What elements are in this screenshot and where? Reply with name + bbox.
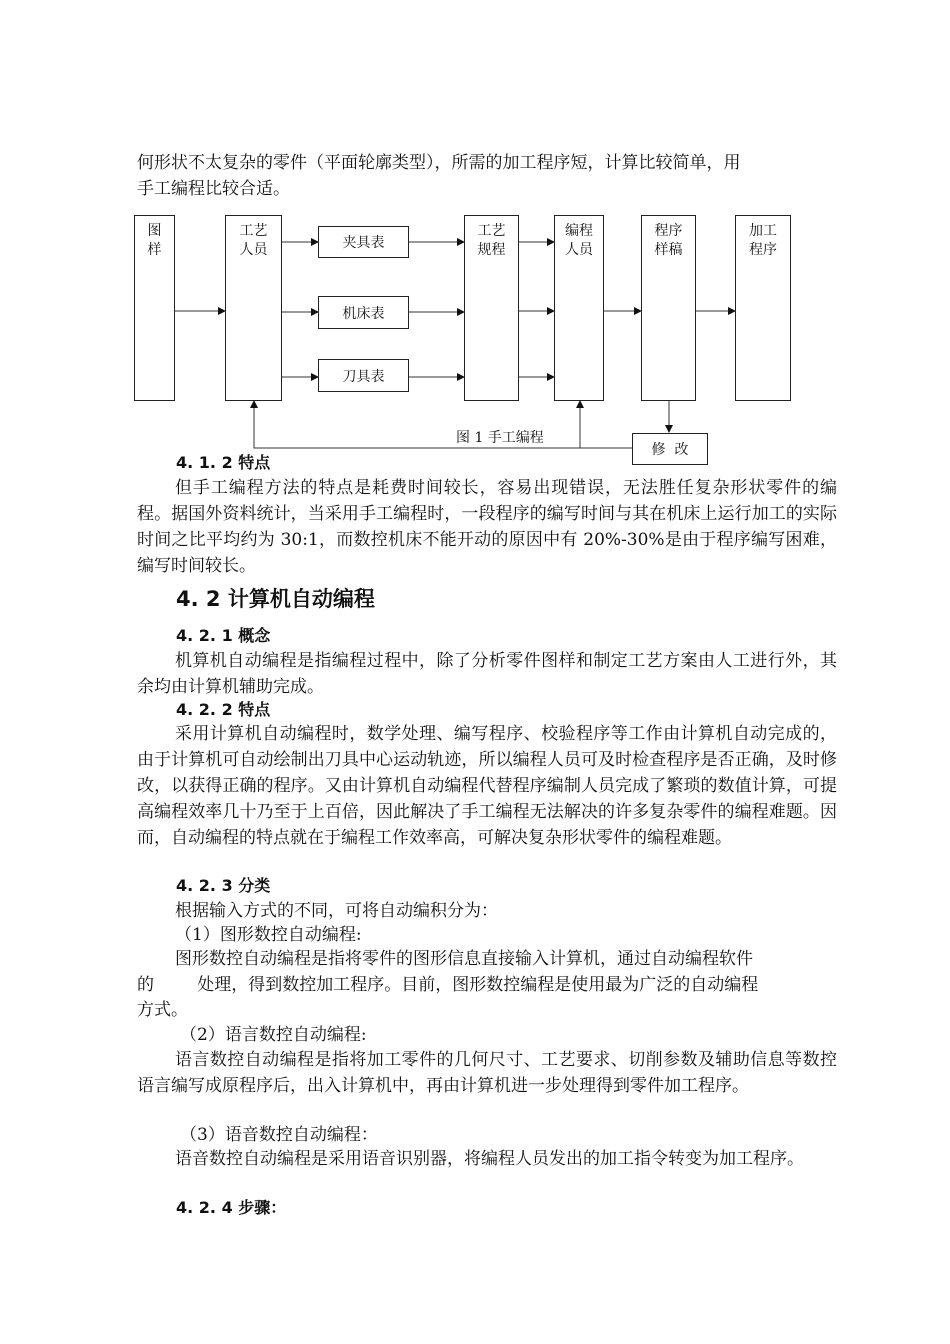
box-process-staff-label: 工艺人员 — [239, 223, 268, 258]
heading-4-2-4: 4. 2. 4 步骤： — [176, 1198, 287, 1217]
item2-title: （2）语言数控自动编程: — [180, 1025, 367, 1045]
s412-body: 但手工编程方法的特点是耗费时间较长，容易出现错误，无法胜任复杂形状零件的编程。据国外资料统计，当采用手工编程时，一段程序的编写时间与其在机床上运行加工的实际时间之比平均约为 30:1，而数控机床不能开动的原因中有 20%-30%是由于程序编写困难，编写时间较长。 — [137, 478, 837, 576]
box-machining-program-label: 加工程序 — [749, 223, 777, 258]
box-program-draft-label: 程序样稿 — [654, 223, 683, 258]
box-programmer — [554, 215, 604, 401]
heading-4-2-2: 4. 2. 2 特点 — [176, 700, 271, 719]
s422-body: 采用计算机自动编程时，数学处理、编写程序、校验程序等工作由计算机自动完成的，由于计算机可自动绘制出刀具中心运动轨迹，所以编程人员可及时检查程序是否正确，及时修改，以获得正确的程序。又由计算机自动编程代替程序编制人员完成了繁琐的数值计算，可提高编程效率几十乃至于上百倍，因此解决了手工编程无法解决的许多复杂零件的编程难题。因而，自动编程的特点就在于编程工作效率高，可解决复杂形状零件的编程难题。 — [137, 724, 837, 848]
box-modify-label: 修 改 — [651, 442, 689, 458]
box-drawing — [134, 215, 175, 401]
box-modify — [632, 433, 708, 465]
intro-line-2: 手工编程比较合适。 — [137, 179, 290, 199]
box-machining-program — [735, 215, 791, 401]
box-machine-table-label: 机床表 — [342, 305, 385, 322]
heading-4-2-3: 4. 2. 3 分类 — [176, 876, 271, 895]
item2-body: 语言数控自动编程是指将加工零件的几何尺寸、工艺要求、切削参数及辅助信息等数控语言编写成原程序后，出入计算机中，再由计算机进一步处理得到零件加工程序。 — [137, 1050, 837, 1096]
box-fixture-table-label: 夹具表 — [342, 235, 385, 251]
item3-body: 语音数控自动编程是采用语音识别器，将编程人员发出的加工指令转变为加工程序。 — [175, 1149, 804, 1169]
s421-body: 机算机自动编程是指编程过程中，除了分析零件图样和制定工艺方案由人工进行外，其余均由计算机辅助完成。 — [137, 651, 837, 697]
box-process-spec-label: 工艺规程 — [477, 223, 506, 258]
box-tool-table-label: 刀具表 — [342, 368, 385, 385]
heading-4-2-1: 4. 2. 1 概念 — [176, 626, 271, 645]
box-drawing-label: 图样 — [147, 223, 162, 258]
item1-line-2: 的 处理，得到数控加工程序。目前，图形数控编程是使用最为广泛的自动编程 — [137, 975, 759, 995]
heading-4-1-2: 4. 1. 2 特点 — [176, 453, 271, 472]
box-process-staff — [225, 215, 282, 401]
box-fixture-table — [318, 226, 409, 258]
box-machine-table — [318, 296, 409, 329]
box-tool-table — [318, 359, 409, 392]
intro-line-1: 何形状不太复杂的零件（平面轮廓类型），所需的加工程序短，计算比较简单，用 — [137, 153, 741, 173]
diagram-caption: 图 1 手工编程 — [456, 430, 544, 446]
item1-line-1: 图形数控自动编程是指将零件的图形信息直接输入计算机，通过自动编程软件 — [175, 949, 753, 969]
s423-intro: 根据输入方式的不同，可将自动编积分为： — [175, 901, 498, 921]
box-programmer-label: 编程人员 — [565, 223, 593, 258]
box-process-spec — [464, 215, 519, 401]
item1-line-3: 方式。 — [137, 1000, 188, 1020]
box-program-draft — [641, 215, 696, 401]
item1-title: （1）图形数控自动编程: — [175, 925, 362, 945]
heading-4-2: 4. 2 计算机自动编程 — [176, 587, 375, 611]
item3-title: （3）语音数控自动编程： — [180, 1125, 378, 1145]
